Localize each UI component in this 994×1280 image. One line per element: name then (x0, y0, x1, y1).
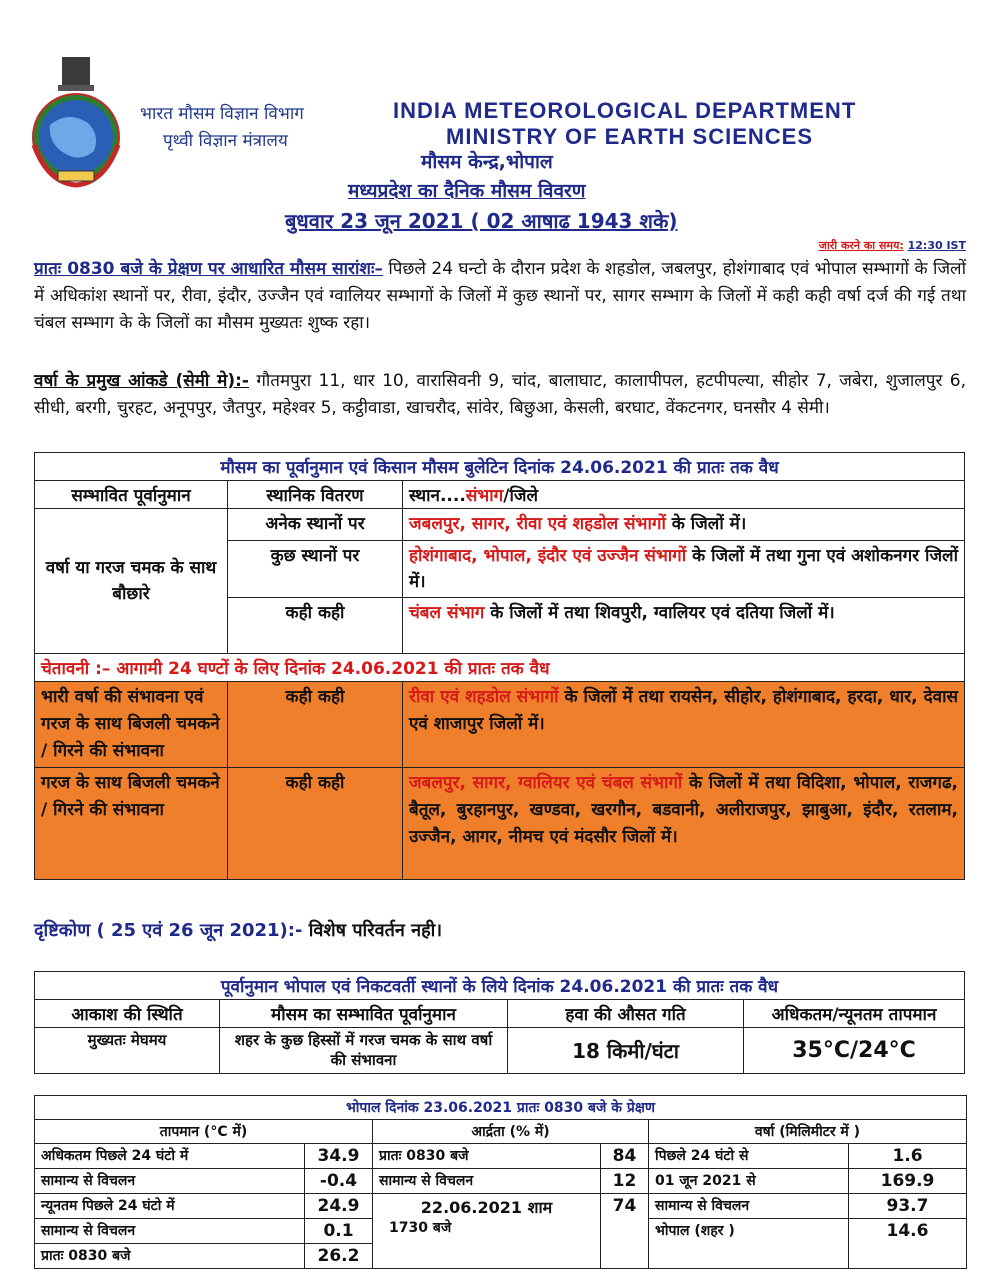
bf-header-weather: मौसम का सम्भावित पूर्वानुमान (220, 1000, 508, 1028)
obs-rain-label-3: भोपाल (शहर ) (649, 1219, 849, 1269)
forecast-col2: स्थानिक वितरण (228, 481, 403, 509)
forecast-col1: सम्भावित पूर्वानुमान (35, 481, 228, 509)
outlook (34, 918, 442, 942)
issue-label: जारी करने का समय: (818, 239, 904, 252)
bf-header-temp: अधिकतम/न्यूनतम तापमान (744, 1000, 965, 1028)
forecast-area-2 (403, 598, 965, 654)
warning-area-red-0: रीवा एवं शहडोल संभागों (409, 687, 559, 707)
obs-rain-label-2: सामान्य से विचलन (649, 1194, 849, 1219)
obs-rain-label-0: पिछले 24 घंटो से (649, 1144, 849, 1169)
forecast-area-rest-2: के जिलों में तथा शिवपुरी, ग्वालियर एवं दतिया जिलों में। (484, 603, 835, 623)
forecast-dist-0: अनेक स्थानों पर (228, 509, 403, 541)
obs-hum-value-0: 84 (601, 1144, 649, 1169)
forecast-area-red-1: होशंगाबाद, भोपाल, इंदौर एवं उज्जैन संभागों (409, 546, 687, 566)
forecast-title: मौसम का पूर्वानुमान एवं किसान मौसम बुलेटिन दिनांक 24.06.2021 की प्रातः तक वैध (35, 453, 965, 481)
forecast-area-rest-1: के जिलों में तथा गुना एवं अशोकनगर जिलों में। (409, 546, 958, 592)
obs-temp-value-3: 0.1 (305, 1219, 373, 1244)
obs-temp-value-2: 24.9 (305, 1194, 373, 1219)
rain-paragraph (34, 368, 966, 422)
forecast-dist-2: कही कही (228, 598, 403, 654)
bf-temp: 35°C/24°C (744, 1028, 965, 1074)
dept-english: INDIA METEOROLOGICAL DEPARTMENT (393, 98, 857, 123)
obs-hum-value-1: 12 (601, 1169, 649, 1194)
warning-dist-0: कही कही (228, 682, 403, 768)
obs-hum-label-1: सामान्य से विचलन (373, 1169, 601, 1194)
forecast-area-0 (403, 509, 965, 541)
emblem-logo (28, 55, 124, 190)
ministry-english: MINISTRY OF EARTH SCIENCES (446, 124, 814, 149)
forecast-col3 (403, 481, 965, 509)
forecast-table (34, 452, 965, 880)
obs-temp-header: तापमान (°C में) (35, 1120, 373, 1144)
outlook-heading: दृष्टिकोण ( 25 एवं 26 जून 2021):- (34, 920, 303, 941)
summary-text: पिछले 24 घन्टो के दौरान प्रदेश के शहडोल, जबलपुर, होशंगाबाद एवं भोपाल सम्भागों के जिलों में अधिकांश स्थानों पर, रीवा, इंदौर, उज्जैन एवं ग्वालियर सम्भागों के जिलों में कुछ स्थानों पर, सागर सम्भाग के जिलों में कही कही वर्षा दर्ज की गई तथा चंबल सम्भाग के के जिलों का मौसम मुख्यतः शुष्क रहा। (34, 259, 966, 333)
bhopal-forecast-table (34, 971, 965, 1074)
warning-area-rest-0: के जिलों में तथा रायसेन, सीहोर, होशंगाबाद, हरदा, धार, देवास एवं शाजापुर जिलों में। (409, 687, 958, 734)
date-line: बुधवार 23 जून 2021 ( 02 आषाढ 1943 शके) (285, 209, 678, 233)
bf-sky: मुख्यतः मेघमय (35, 1028, 220, 1074)
obs-title: भोपाल दिनांक 23.06.2021 प्रातः 0830 बजे के प्रेक्षण (35, 1096, 967, 1120)
obs-temp-value-1: -0.4 (305, 1169, 373, 1194)
obs-humidity-header: आर्द्रता (% में) (373, 1120, 649, 1144)
obs-temp-label-0: अधिकतम पिछले 24 घंटो में (35, 1144, 305, 1169)
obs-temp-label-4: प्रातः 0830 बजे (35, 1244, 305, 1269)
forecast-area-red-0: जबलपुर, सागर, रीवा एवं शहडोल संभागों (409, 514, 666, 534)
forecast-area-1 (403, 541, 965, 598)
forecast-dist-1: कुछ स्थानों पर (228, 541, 403, 598)
obs-temp-label-2: न्यूनतम पिछले 24 घंटो में (35, 1194, 305, 1219)
obs-rain-header: वर्षा (मिलिमीटर में ) (649, 1120, 967, 1144)
forecast-area-rest-0: के जिलों में। (665, 514, 747, 534)
summary-heading: प्रातः 0830 बजे के प्रेक्षण पर आधारित मौसम सारांशः– (34, 259, 383, 279)
obs-rain-value-3: 14.6 (849, 1219, 967, 1269)
rain-heading: वर्षा के प्रमुख आंकडे (सेमी मे):- (34, 371, 249, 391)
col3-c: /जिले (503, 486, 538, 506)
warning-title: चेतावनी :– आगामी 24 घण्टों के लिए दिनांक 24.06.2021 की प्रातः तक वैध (35, 654, 965, 682)
obs-hum-value-2: 74 (601, 1194, 649, 1269)
observation-table (34, 1095, 967, 1269)
ministry-hindi: पृथ्वी विज्ञान मंत्रालय (163, 131, 288, 151)
report-title: मध्यप्रदेश का दैनिक मौसम विवरण (348, 180, 586, 202)
obs-rain-value-1: 169.9 (849, 1169, 967, 1194)
obs-temp-value-4: 26.2 (305, 1244, 373, 1269)
obs-temp-value-0: 34.9 (305, 1144, 373, 1169)
obs-hum-label-0: प्रातः 0830 बजे (373, 1144, 601, 1169)
obs-hum-label-2-sub: 1730 बजे (389, 1220, 452, 1236)
warning-area-rest-1: के जिलों में तथा विदिशा, भोपाल, राजगढ, बैतूल, बुरहानपुर, खण्डवा, खरगौन, बडवानी, अलीराजपुर, झाबुआ, इंदौर, रतलाम, उज्जैन, आगर, नीमच एवं मंदसौर जिलों में। (409, 773, 958, 847)
bf-wind: 18 किमी/घंटा (508, 1028, 744, 1074)
obs-hum-label-2-main: 22.06.2021 शाम (420, 1198, 553, 1217)
dept-hindi: भारत मौसम विज्ञान विभाग (140, 104, 304, 124)
warning-area-red-1: जबलपुर, सागर, ग्वालियर एवं चंबल संभागों (409, 773, 683, 793)
col3-b: संभाग (465, 486, 504, 506)
obs-temp-label-3: सामान्य से विचलन (35, 1219, 305, 1244)
obs-rain-value-2: 93.7 (849, 1194, 967, 1219)
warning-type-1: गरज के साथ बिजली चमकने / गिरने की संभावना (35, 768, 228, 880)
obs-rain-label-1: 01 जून 2021 से (649, 1169, 849, 1194)
bf-header-wind: हवा की औसत गति (508, 1000, 744, 1028)
bf-header-sky: आकाश की स्थिति (35, 1000, 220, 1028)
warning-dist-1: कही कही (228, 768, 403, 880)
bf-weather: शहर के कुछ हिस्सों में गरज चमक के साथ वर्षा की संभावना (220, 1028, 508, 1074)
issue-time (819, 238, 966, 253)
outlook-text: विशेष परिवर्तन नही। (302, 920, 443, 941)
warning-type-0: भारी वर्षा की संभावना एवं गरज के साथ बिजली चमकने / गिरने की संभावना (35, 682, 228, 768)
warning-area-1 (403, 768, 965, 880)
warning-area-0 (403, 682, 965, 768)
rain-text: गौतमपुरा 11, धार 10, वारासिवनी 9, चांद, बालाघाट, कालापीपल, हटपीपल्या, सीहोर 7, जबेरा, शुजालपुर 6, सीधी, बरगी, चुरहट, अनूपपुर, जैतपुर, महेश्वर 5, कट्ठीवाडा, खाचरौद, सांवेर, बिछुआ, केसली, बरघाट, वेंकटनगर, घनसौर 4 सेमी। (34, 371, 966, 418)
forecast-area-red-2: चंबल संभाग (409, 603, 485, 623)
summary-paragraph (34, 256, 966, 337)
forecast-type: वर्षा या गरज चमक के साथ बौछारे (35, 509, 228, 654)
obs-rain-value-0: 1.6 (849, 1144, 967, 1169)
obs-hum-label-2 (373, 1194, 601, 1269)
obs-temp-label-1: सामान्य से विचलन (35, 1169, 305, 1194)
bhopal-forecast-title: पूर्वानुमान भोपाल एवं निकटवर्ती स्थानों के लिये दिनांक 24.06.2021 की प्रातः तक वैध (35, 972, 965, 1000)
col3-a: स्थान.... (409, 486, 466, 506)
issue-time-value: 12:30 IST (907, 239, 966, 252)
centre-name: मौसम केन्द्र,भोपाल (421, 151, 553, 173)
